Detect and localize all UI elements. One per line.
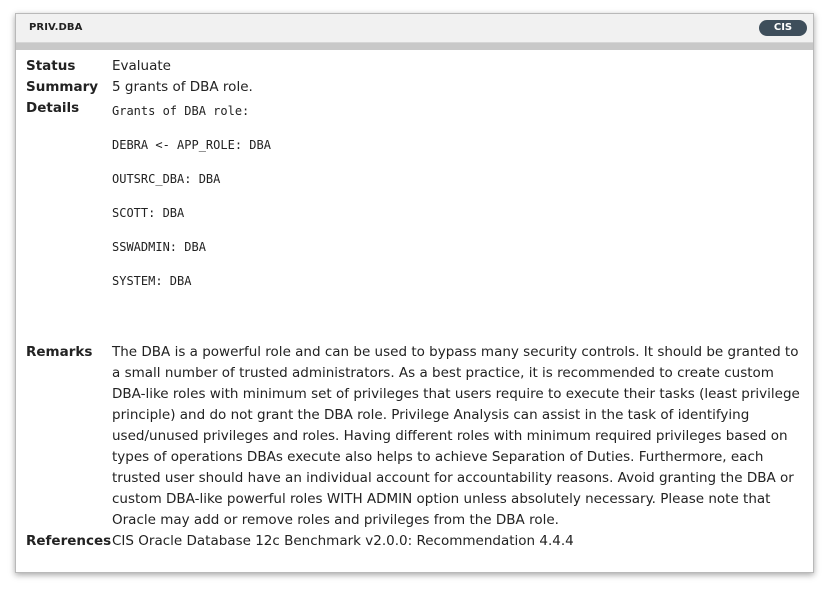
finding-details-table [26,56,806,552]
details-label: Details [26,100,80,116]
remarks-label: Remarks [26,344,93,360]
details-line: OUTSRC_DBA: DBA [112,172,221,186]
finding-panel [15,13,814,573]
details-code-block [112,102,806,306]
details-line: SCOTT: DBA [112,206,185,220]
summary-value: 5 grants of DBA role. [112,79,253,95]
references-value: CIS Oracle Database 12c Benchmark v2.0.0: Recommendation 4.4.4 [112,533,574,549]
details-line: SSWADMIN: DBA [112,240,206,254]
details-value [112,98,806,342]
status-value: Evaluate [112,58,171,74]
summary-label: Summary [26,79,99,95]
header-divider-band [16,43,813,50]
details-line: SYSTEM: DBA [112,274,192,288]
remarks-value: The DBA is a powerful role and can be used to bypass many security controls. It should be granted to a small number of trusted administrators. As a best practice, it is recommended to create custom DBA-like roles with minimum set of privileges that users require to execute their tasks (least privilege principle) and do not grant the DBA role. Privilege Analysis can assist in the task of identifying used/unused privileges and roles. Having different roles with minimum required privileges based on types of operations DBAs execute also helps to achieve Separation of Duties. Furthermore, each trusted user should have an individual account for accountability reasons. Avoid granting the DBA or custom DBA-like powerful roles WITH ADMIN option unless absolutely necessary. Please note that Oracle may add or remove roles and privileges from the DBA role. [112,344,800,528]
status-label: Status [26,58,76,74]
remarks-row [26,342,806,531]
details-line: Grants of DBA role: [112,104,250,118]
cis-badge: CIS [759,20,807,36]
references-label: References [26,533,112,549]
status-row [26,56,806,77]
panel-header [16,14,813,43]
details-row [26,98,806,342]
summary-row [26,77,806,98]
finding-id-title: PRIV.DBA [29,22,83,33]
details-line: DEBRA <- APP_ROLE: DBA [112,138,271,152]
references-row [26,531,806,552]
